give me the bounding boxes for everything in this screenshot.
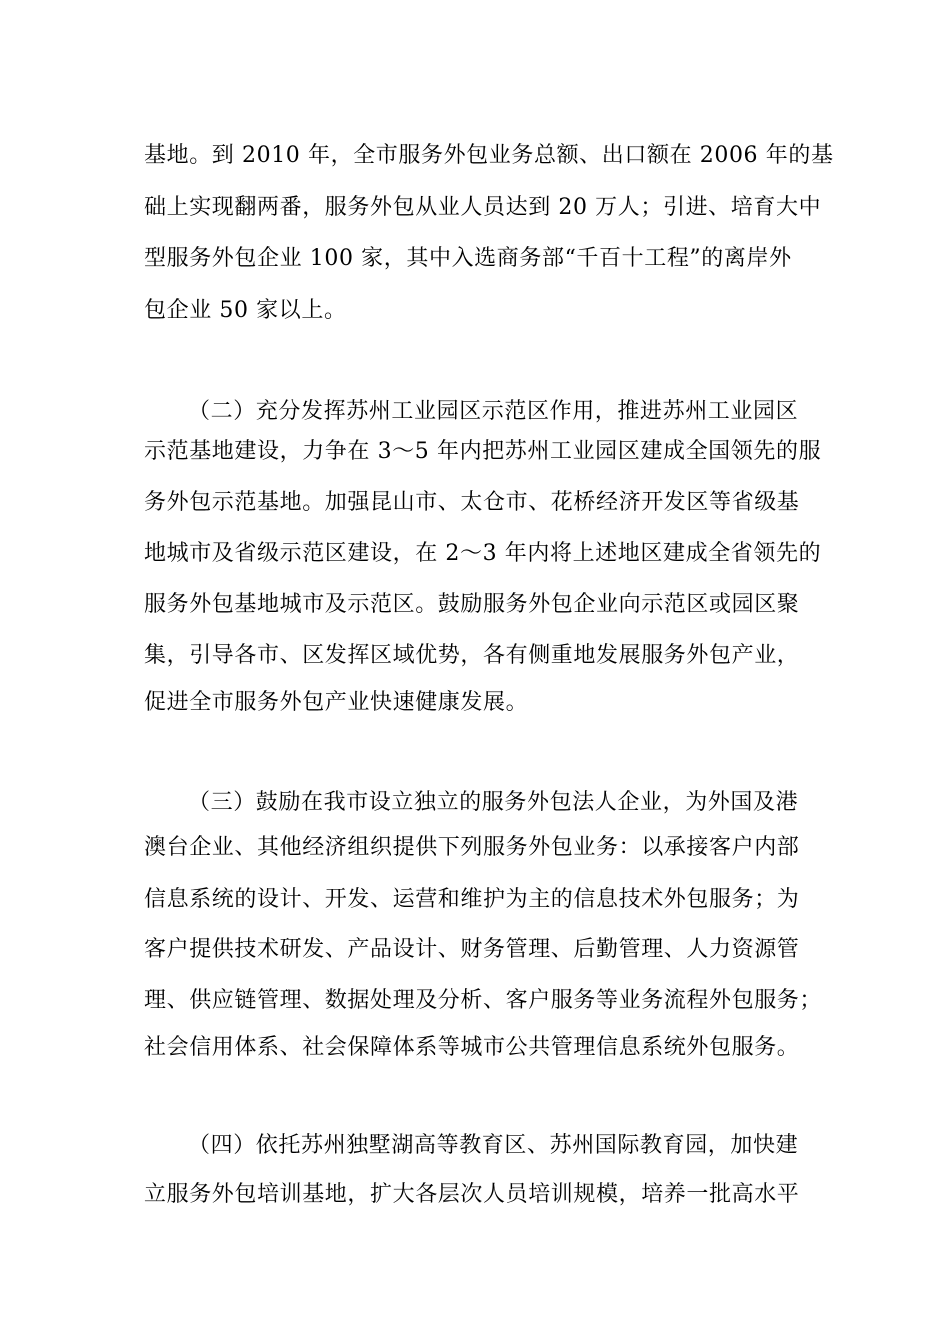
text-line: 地城市及省级示范区建设，在 2～3 年内将上述地区建成全省领先的	[144, 541, 822, 566]
text-line: 社会信用体系、社会保障体系等城市公共管理信息系统外包服务。	[144, 1035, 800, 1060]
text-line: 客户提供技术研发、产品设计、财务管理、后勤管理、人力资源管	[144, 937, 800, 962]
text-line: 信息系统的设计、开发、运营和维护为主的信息技术外包服务；为	[144, 887, 800, 912]
text-line: 集，引导各市、区发挥区域优势，各有侧重地发展服务外包产业，	[144, 643, 800, 668]
text-line: （二）充分发挥苏州工业园区示范区作用，推进苏州工业园区	[188, 399, 799, 424]
text-line: 示范基地建设，力争在 3～5 年内把苏州工业园区建成全国领先的服	[144, 439, 822, 464]
text-line: 服务外包基地城市及示范区。鼓励服务外包企业向示范区或园区聚	[144, 592, 800, 617]
text-line: （四）依托苏州独墅湖高等教育区、苏州国际教育园，加快建	[188, 1133, 799, 1158]
text-line: 理、供应链管理、数据处理及分析、客户服务等业务流程外包服务；	[144, 988, 823, 1013]
text-line: 立服务外包培训基地，扩大各层次人员培训规模，培养一批高水平	[144, 1182, 800, 1207]
text-line: 基地。到 2010 年，全市服务外包业务总额、出口额在 2006 年的基	[144, 143, 834, 168]
text-line: 澳台企业、其他经济组织提供下列服务外包业务：以承接客户内部	[144, 835, 800, 860]
text-line: （三）鼓励在我市设立独立的服务外包法人企业，为外国及港	[188, 790, 799, 815]
text-line: 促进全市服务外包产业快速健康发展。	[144, 690, 529, 715]
text-line: 型服务外包企业 100 家，其中入选商务部“千百十工程”的离岸外	[144, 246, 792, 271]
text-line: 务外包示范基地。加强昆山市、太仓市、花桥经济开发区等省级基	[144, 490, 800, 515]
text-line: 础上实现翻两番，服务外包从业人员达到 20 万人；引进、培育大中	[144, 195, 822, 220]
text-line: 包企业 50 家以上。	[144, 298, 347, 323]
